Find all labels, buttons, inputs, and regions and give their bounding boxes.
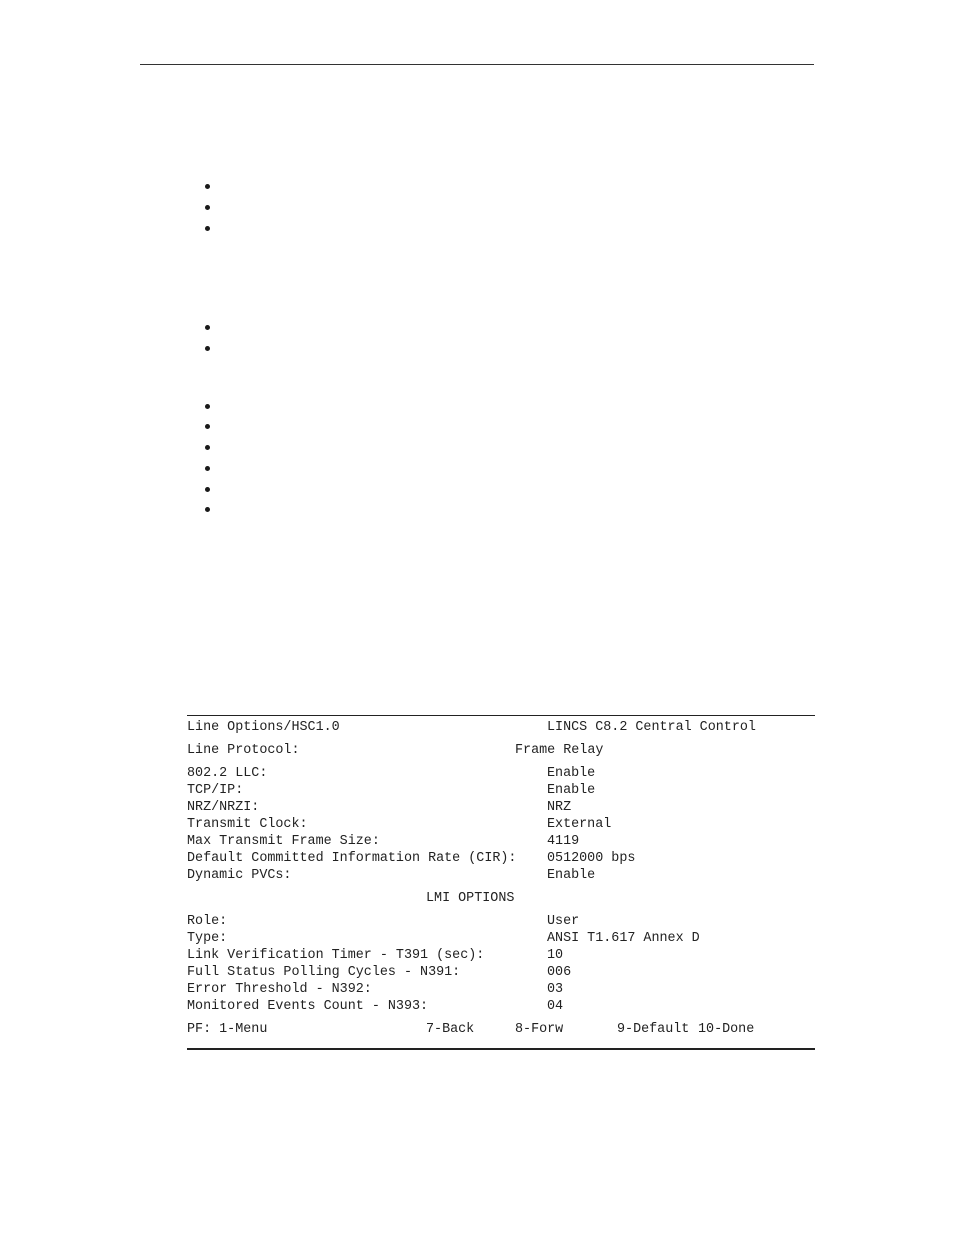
pf-menu-key[interactable]: PF: 1-Menu bbox=[187, 1022, 268, 1037]
bullet bbox=[205, 226, 210, 231]
bullet bbox=[205, 184, 210, 189]
pf-back-key[interactable]: 7-Back bbox=[426, 1022, 475, 1037]
pf-done-key[interactable]: 10-Done bbox=[698, 1022, 755, 1037]
lmi-value[interactable]: 10 bbox=[547, 948, 564, 963]
page-header-rule bbox=[140, 64, 814, 65]
terminal-screen bbox=[187, 715, 815, 1050]
lmi-value[interactable]: ANSI T1.617 Annex D bbox=[547, 931, 700, 946]
protocol-value[interactable]: Frame Relay bbox=[515, 743, 604, 758]
screen-bottom-rule bbox=[187, 1048, 815, 1050]
lmi-value[interactable]: 03 bbox=[547, 982, 564, 997]
pf-forward-key[interactable]: 8-Forw bbox=[515, 1022, 564, 1037]
lmi-label: Monitored Events Count - N393: bbox=[187, 999, 429, 1014]
lmi-label: Full Status Polling Cycles - N391: bbox=[187, 965, 461, 980]
setting-value[interactable]: External bbox=[547, 817, 612, 832]
lmi-label: Error Threshold - N392: bbox=[187, 982, 372, 997]
bullet bbox=[205, 445, 210, 450]
bullet bbox=[205, 205, 210, 210]
setting-label: Max Transmit Frame Size: bbox=[187, 834, 380, 849]
lmi-label: Type: bbox=[187, 931, 228, 946]
bullet bbox=[205, 466, 210, 471]
bullet bbox=[205, 346, 210, 351]
setting-value[interactable]: 4119 bbox=[547, 834, 580, 849]
bullet bbox=[205, 424, 210, 429]
screen-top-rule bbox=[187, 715, 815, 716]
setting-label: NRZ/NRZI: bbox=[187, 800, 260, 815]
lmi-options-heading: LMI OPTIONS bbox=[426, 891, 515, 906]
bullet bbox=[205, 325, 210, 330]
setting-value[interactable]: 0512000 bps bbox=[547, 851, 636, 866]
bullet bbox=[205, 404, 210, 409]
pf-default-key[interactable]: 9-Default bbox=[617, 1022, 690, 1037]
lmi-value[interactable]: User bbox=[547, 914, 580, 929]
lmi-label: Link Verification Timer - T391 (sec): bbox=[187, 948, 485, 963]
bullet bbox=[205, 487, 210, 492]
product-title: LINCS C8.2 Central Control bbox=[547, 720, 756, 735]
setting-label: 802.2 LLC: bbox=[187, 766, 268, 781]
lmi-value[interactable]: 006 bbox=[547, 965, 572, 980]
setting-label: Default Committed Information Rate (CIR): bbox=[187, 851, 517, 866]
setting-value[interactable]: Enable bbox=[547, 868, 596, 883]
setting-value[interactable]: Enable bbox=[547, 783, 596, 798]
lmi-value[interactable]: 04 bbox=[547, 999, 564, 1014]
setting-value[interactable]: NRZ bbox=[547, 800, 572, 815]
setting-label: Dynamic PVCs: bbox=[187, 868, 292, 883]
setting-label: TCP/IP: bbox=[187, 783, 244, 798]
setting-label: Transmit Clock: bbox=[187, 817, 308, 832]
screen-title: Line Options/HSC1.0 bbox=[187, 720, 340, 735]
setting-value[interactable]: Enable bbox=[547, 766, 596, 781]
protocol-label: Line Protocol: bbox=[187, 743, 300, 758]
lmi-label: Role: bbox=[187, 914, 228, 929]
bullet bbox=[205, 507, 210, 512]
